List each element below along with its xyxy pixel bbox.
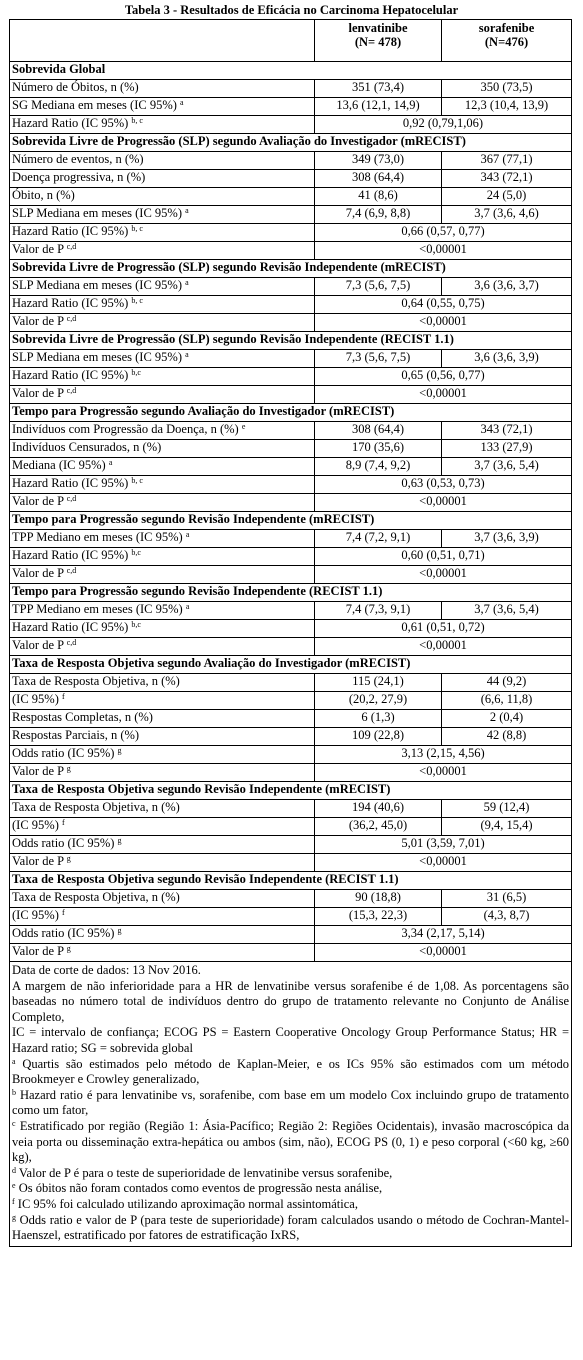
row-label-cell bbox=[10, 278, 315, 296]
lenvatinib-value: 7,4 (7,3, 9,1) bbox=[315, 602, 442, 620]
row-label: Hazard Ratio (IC 95%) bbox=[12, 368, 129, 382]
footnote-marker: a bbox=[185, 278, 189, 287]
footnotes-row bbox=[10, 962, 572, 1247]
lenvatinib-value: 194 (40,6) bbox=[315, 800, 442, 818]
row-label: Hazard Ratio (IC 95%) bbox=[12, 296, 129, 310]
table-row bbox=[10, 692, 572, 710]
table-row bbox=[10, 764, 572, 782]
section-header-row bbox=[10, 512, 572, 530]
table-row bbox=[10, 530, 572, 548]
section-header-row bbox=[10, 134, 572, 152]
row-label: Mediana (IC 95%) bbox=[12, 458, 106, 472]
row-label-cell bbox=[10, 638, 315, 656]
row-label: Taxa de Resposta Objetiva, n (%) bbox=[12, 890, 180, 904]
section-header-row bbox=[10, 404, 572, 422]
table-row bbox=[10, 188, 572, 206]
table-title: Tabela 3 - Resultados de Eficácia no Carcinoma Hepatocelular bbox=[124, 3, 459, 17]
combined-value-cell: 3,13 (2,15, 4,56) bbox=[315, 746, 572, 764]
row-label-cell bbox=[10, 494, 315, 512]
combined-value-cell: <0,00001 bbox=[315, 314, 572, 332]
lenvatinib-value: 6 (1,3) bbox=[315, 710, 442, 728]
section-title: Tempo para Progressão segundo Avaliação do Investigador (mRECIST) bbox=[10, 404, 572, 422]
table-row bbox=[10, 242, 572, 260]
footnote-marker: c,d bbox=[66, 494, 77, 503]
row-label-cell bbox=[10, 242, 315, 260]
row-label-cell bbox=[10, 692, 315, 710]
lenvatinib-value: 308 (64,4) bbox=[315, 422, 442, 440]
lenvatinib-value: (20,2, 27,9) bbox=[315, 692, 442, 710]
footnote-text: Os óbitos não foram contados como eventos de progressão nesta análise, bbox=[18, 1181, 383, 1196]
row-label: Valor de P bbox=[12, 566, 64, 580]
sorafenib-value: 343 (72,1) bbox=[442, 170, 572, 188]
section-title: Sobrevida Global bbox=[10, 62, 572, 80]
row-label: Valor de P bbox=[12, 638, 64, 652]
footnote-marker: b,c bbox=[131, 548, 141, 557]
row-label-cell bbox=[10, 890, 315, 908]
row-label: Odds ratio (IC 95%) bbox=[12, 836, 115, 850]
table-row bbox=[10, 224, 572, 242]
lenvatinib-value: 7,4 (7,2, 9,1) bbox=[315, 530, 442, 548]
table-row bbox=[10, 476, 572, 494]
lenvatinib-value: 7,3 (5,6, 7,5) bbox=[315, 350, 442, 368]
table-row bbox=[10, 80, 572, 98]
footnote-marker: g bbox=[117, 836, 122, 845]
row-label: Respostas Completas, n (%) bbox=[12, 710, 153, 724]
row-label-cell bbox=[10, 296, 315, 314]
footnote-marker: e bbox=[241, 422, 246, 431]
combined-value-cell: <0,00001 bbox=[315, 566, 572, 584]
table-row bbox=[10, 836, 572, 854]
footnote-marker: g bbox=[66, 944, 71, 953]
table-row bbox=[10, 314, 572, 332]
sorafenib-value: 3,7 (3,6, 4,6) bbox=[442, 206, 572, 224]
row-label: TPP Mediano em meses (IC 95%) bbox=[12, 530, 183, 544]
sorafenib-value: (4,3, 8,7) bbox=[442, 908, 572, 926]
table-row bbox=[10, 944, 572, 962]
row-label-cell bbox=[10, 170, 315, 188]
sorafenib-value: 59 (12,4) bbox=[442, 800, 572, 818]
combined-value-cell: <0,00001 bbox=[315, 386, 572, 404]
combined-value-cell: 3,34 (2,17, 5,14) bbox=[315, 926, 572, 944]
row-label: Hazard Ratio (IC 95%) bbox=[12, 116, 129, 130]
section-title: Taxa de Resposta Objetiva segundo Revisão Independente (RECIST 1.1) bbox=[10, 872, 572, 890]
footnote-text: Hazard ratio é para lenvatinibe vs, sorafenibe, com base em um modelo Cox incluindo grupo de tratamento como um fator, bbox=[12, 1087, 570, 1118]
combined-value-cell: <0,00001 bbox=[315, 242, 572, 260]
lenvatinib-value: 13,6 (12,1, 14,9) bbox=[315, 98, 442, 116]
footnote-letter: f bbox=[12, 1196, 15, 1206]
footnote-text: IC 95% foi calculado utilizando aproximação normal assintomática, bbox=[17, 1196, 358, 1211]
row-label: Valor de P bbox=[12, 944, 64, 958]
row-label: Respostas Parciais, n (%) bbox=[12, 728, 140, 742]
table-row bbox=[10, 98, 572, 116]
table-row bbox=[10, 494, 572, 512]
efficacy-table bbox=[9, 19, 572, 1247]
sorafenib-value: 350 (73,5) bbox=[442, 80, 572, 98]
sorafenib-value: 3,7 (3,6, 3,9) bbox=[442, 530, 572, 548]
footnote bbox=[12, 1057, 569, 1088]
footnote-text: Estratificado por região (Região 1: Ásia-Pacífico; Região 2: Regiões Ocidentais), invasão macroscópica da veia porta ou disseminação extra-hepática ou ambos (sim, não), ECOG PS (0, 1) e peso corporal (<60 kg, ≥60 kg), bbox=[12, 1118, 569, 1165]
row-label-cell bbox=[10, 116, 315, 134]
sorafenib-value: 3,6 (3,6, 3,9) bbox=[442, 350, 572, 368]
footnote bbox=[12, 979, 569, 1026]
column-n: (N= 478) bbox=[354, 35, 402, 49]
sorafenib-value: 44 (9,2) bbox=[442, 674, 572, 692]
footnote-marker: b,c bbox=[131, 368, 141, 377]
row-label: (IC 95%) bbox=[12, 818, 59, 832]
row-label-cell bbox=[10, 440, 315, 458]
combined-value-cell: 0,64 (0,55, 0,75) bbox=[315, 296, 572, 314]
combined-value-cell: <0,00001 bbox=[315, 944, 572, 962]
section-header-row bbox=[10, 584, 572, 602]
row-label-cell bbox=[10, 350, 315, 368]
section-title: Sobrevida Livre de Progressão (SLP) segundo Revisão Independente (RECIST 1.1) bbox=[10, 332, 572, 350]
table-row bbox=[10, 152, 572, 170]
sorafenib-value: 42 (8,8) bbox=[442, 728, 572, 746]
column-name: sorafenibe bbox=[478, 21, 535, 35]
row-label: SG Mediana em meses (IC 95%) bbox=[12, 98, 177, 112]
row-label-cell bbox=[10, 152, 315, 170]
lenvatinib-value: 90 (18,8) bbox=[315, 890, 442, 908]
table-row bbox=[10, 566, 572, 584]
footnote-marker: c,d bbox=[66, 638, 77, 647]
footnote bbox=[12, 1088, 569, 1119]
row-label-cell bbox=[10, 620, 315, 638]
table-row bbox=[10, 890, 572, 908]
lenvatinib-value: 41 (8,6) bbox=[315, 188, 442, 206]
column-name: lenvatinibe bbox=[348, 21, 408, 35]
row-label: Taxa de Resposta Objetiva, n (%) bbox=[12, 800, 180, 814]
sorafenib-value: 133 (27,9) bbox=[442, 440, 572, 458]
row-label-cell bbox=[10, 386, 315, 404]
footnote-marker: a bbox=[185, 530, 190, 539]
lenvatinib-value: 109 (22,8) bbox=[315, 728, 442, 746]
footnote bbox=[12, 1119, 569, 1166]
row-label: Hazard Ratio (IC 95%) bbox=[12, 224, 129, 238]
table-row bbox=[10, 728, 572, 746]
row-label-cell bbox=[10, 818, 315, 836]
row-label-cell bbox=[10, 206, 315, 224]
footnote-marker: b, c bbox=[131, 296, 143, 305]
row-label: Hazard Ratio (IC 95%) bbox=[12, 476, 129, 490]
lenvatinib-value: 170 (35,6) bbox=[315, 440, 442, 458]
footnote-text: A margem de não inferioridade para a HR de lenvatinibe versus sorafenibe é de 1,08. As porcentagens são baseadas no número total de indivíduos dentro do grupo de tratamento relevante no Conjunto de Análise Completo, bbox=[12, 978, 569, 1024]
footnote-marker: a bbox=[108, 458, 113, 467]
row-label-cell bbox=[10, 368, 315, 386]
footnote-letter: a bbox=[12, 1056, 16, 1066]
table-row bbox=[10, 368, 572, 386]
table-row bbox=[10, 674, 572, 692]
footnote-text: Odds ratio e valor de P (para teste de superioridade) foram calculados usando o método de Cochran-Mantel-Haenszel, estratificado por fatores de estratificação IxRS, bbox=[12, 1212, 570, 1243]
header-empty-cell bbox=[10, 20, 315, 62]
sorafenib-value: 343 (72,1) bbox=[442, 422, 572, 440]
row-label-cell bbox=[10, 764, 315, 782]
row-label: SLP Mediana em meses (IC 95%) bbox=[12, 350, 182, 364]
row-label-cell bbox=[10, 548, 315, 566]
row-label-cell bbox=[10, 710, 315, 728]
footnote-marker: f bbox=[62, 818, 65, 827]
footnote-marker: g bbox=[117, 926, 122, 935]
row-label-cell bbox=[10, 530, 315, 548]
row-label-cell bbox=[10, 422, 315, 440]
table-row bbox=[10, 602, 572, 620]
row-label-cell bbox=[10, 602, 315, 620]
row-label: SLP Mediana em meses (IC 95%) bbox=[12, 278, 182, 292]
lenvatinib-value: 7,4 (6,9, 8,8) bbox=[315, 206, 442, 224]
combined-value-cell: <0,00001 bbox=[315, 638, 572, 656]
footnote-marker: a bbox=[180, 98, 184, 107]
footnote-marker: f bbox=[62, 908, 65, 917]
lenvatinib-value: 349 (73,0) bbox=[315, 152, 442, 170]
row-label: Odds ratio (IC 95%) bbox=[12, 926, 115, 940]
table-row bbox=[10, 548, 572, 566]
row-label: Valor de P bbox=[12, 314, 64, 328]
footnote-letter: b bbox=[12, 1087, 16, 1097]
row-label: Número de Óbitos, n (%) bbox=[12, 80, 139, 94]
section-header-row bbox=[10, 656, 572, 674]
footnote-text: IC = intervalo de confiança; ECOG PS = Eastern Cooperative Oncology Group Performance Status; HR = Hazard ratio; SG = sobrevida global bbox=[12, 1025, 569, 1055]
row-label-cell bbox=[10, 314, 315, 332]
lenvatinib-value: (15,3, 22,3) bbox=[315, 908, 442, 926]
section-header-row bbox=[10, 260, 572, 278]
footnote-text: Valor de P é para o teste de superioridade de lenvatinibe versus sorafenibe, bbox=[18, 1165, 393, 1180]
section-title: Tempo para Progressão segundo Revisão Independente (RECIST 1.1) bbox=[10, 584, 572, 602]
section-title: Taxa de Resposta Objetiva segundo Avaliação do Investigador (mRECIST) bbox=[10, 656, 572, 674]
row-label-cell bbox=[10, 224, 315, 242]
row-label: Número de eventos, n (%) bbox=[12, 152, 144, 166]
table-row bbox=[10, 386, 572, 404]
section-title: Tempo para Progressão segundo Revisão Independente (mRECIST) bbox=[10, 512, 572, 530]
row-label-cell bbox=[10, 926, 315, 944]
row-label-cell bbox=[10, 674, 315, 692]
sorafenib-value: 3,6 (3,6, 3,7) bbox=[442, 278, 572, 296]
footnote-marker: g bbox=[117, 746, 122, 755]
lenvatinib-value: 115 (24,1) bbox=[315, 674, 442, 692]
footnote-text: Data de corte de dados: 13 Nov 2016. bbox=[12, 963, 201, 977]
footnote-marker: c,d bbox=[66, 566, 77, 575]
row-label-cell bbox=[10, 854, 315, 872]
table-row bbox=[10, 440, 572, 458]
table-row bbox=[10, 710, 572, 728]
row-label-cell bbox=[10, 944, 315, 962]
table-row bbox=[10, 422, 572, 440]
row-label: TPP Mediano em meses (IC 95%) bbox=[12, 602, 183, 616]
column-n: (N=476) bbox=[484, 35, 529, 49]
sorafenib-value: 3,7 (3,6, 5,4) bbox=[442, 602, 572, 620]
footnote-marker: a bbox=[185, 206, 189, 215]
row-label: (IC 95%) bbox=[12, 908, 59, 922]
footnote bbox=[12, 1025, 569, 1056]
row-label-cell bbox=[10, 746, 315, 764]
section-header-row bbox=[10, 872, 572, 890]
combined-value-cell: <0,00001 bbox=[315, 764, 572, 782]
footnote-text: Quartis são estimados pelo método de Kaplan-Meier, e os ICs 95% são estimados com um método Brookmeyer e Crowley generalizado, bbox=[12, 1056, 569, 1087]
section-title: Sobrevida Livre de Progressão (SLP) segundo Revisão Independente (mRECIST) bbox=[10, 260, 572, 278]
row-label-cell bbox=[10, 566, 315, 584]
row-label: Hazard Ratio (IC 95%) bbox=[12, 620, 129, 634]
row-label: Odds ratio (IC 95%) bbox=[12, 746, 115, 760]
row-label: Valor de P bbox=[12, 242, 64, 256]
row-label-cell bbox=[10, 458, 315, 476]
footnote-letter: d bbox=[12, 1165, 16, 1175]
table-row bbox=[10, 800, 572, 818]
table-row bbox=[10, 854, 572, 872]
lenvatinib-value: (36,2, 45,0) bbox=[315, 818, 442, 836]
section-title: Sobrevida Livre de Progressão (SLP) segundo Avaliação do Investigador (mRECIST) bbox=[10, 134, 572, 152]
combined-value-cell: 0,92 (0,79,1,06) bbox=[315, 116, 572, 134]
footnote-marker: a bbox=[185, 602, 190, 611]
row-label: Indivíduos com Progressão da Doença, n (%) bbox=[12, 422, 239, 436]
row-label: Valor de P bbox=[12, 764, 64, 778]
section-header-row bbox=[10, 332, 572, 350]
sorafenib-value: 2 (0,4) bbox=[442, 710, 572, 728]
sorafenib-value: 3,7 (3,6, 5,4) bbox=[442, 458, 572, 476]
lenvatinib-value: 308 (64,4) bbox=[315, 170, 442, 188]
row-label-cell bbox=[10, 800, 315, 818]
footnote bbox=[12, 1181, 569, 1197]
combined-value-cell: 5,01 (3,59, 7,01) bbox=[315, 836, 572, 854]
table-row bbox=[10, 620, 572, 638]
footnote-marker: g bbox=[66, 854, 71, 863]
combined-value-cell: 0,63 (0,53, 0,73) bbox=[315, 476, 572, 494]
lenvatinib-value: 8,9 (7,4, 9,2) bbox=[315, 458, 442, 476]
footnote-marker: b, c bbox=[131, 224, 143, 233]
table-row bbox=[10, 170, 572, 188]
sorafenib-value: 12,3 (10,4, 13,9) bbox=[442, 98, 572, 116]
section-title: Taxa de Resposta Objetiva segundo Revisão Independente (mRECIST) bbox=[10, 782, 572, 800]
table-row bbox=[10, 296, 572, 314]
sorafenib-value: 31 (6,5) bbox=[442, 890, 572, 908]
footnote-marker: b, c bbox=[131, 116, 143, 125]
footnote-marker: c,d bbox=[66, 386, 77, 395]
row-label: Valor de P bbox=[12, 494, 64, 508]
table-row bbox=[10, 638, 572, 656]
lenvatinib-value: 7,3 (5,6, 7,5) bbox=[315, 278, 442, 296]
table-row bbox=[10, 458, 572, 476]
footnote-letter: g bbox=[12, 1212, 16, 1222]
row-label-cell bbox=[10, 476, 315, 494]
sorafenib-value: (6,6, 11,8) bbox=[442, 692, 572, 710]
combined-value-cell: 0,61 (0,51, 0,72) bbox=[315, 620, 572, 638]
row-label-cell bbox=[10, 80, 315, 98]
row-label-cell bbox=[10, 188, 315, 206]
combined-value-cell: 0,66 (0,57, 0,77) bbox=[315, 224, 572, 242]
footnote-marker: c,d bbox=[66, 242, 77, 251]
sorafenib-value: 367 (77,1) bbox=[442, 152, 572, 170]
footnote-marker: b, c bbox=[131, 476, 143, 485]
sorafenib-value: 24 (5,0) bbox=[442, 188, 572, 206]
table-row bbox=[10, 206, 572, 224]
table-row bbox=[10, 926, 572, 944]
footnote-marker: f bbox=[62, 692, 65, 701]
footnote-marker: g bbox=[66, 764, 71, 773]
combined-value-cell: 0,65 (0,56, 0,77) bbox=[315, 368, 572, 386]
row-label: SLP Mediana em meses (IC 95%) bbox=[12, 206, 182, 220]
header-row bbox=[10, 20, 572, 62]
row-label-cell bbox=[10, 98, 315, 116]
table-row bbox=[10, 278, 572, 296]
footnote-marker: b,c bbox=[131, 620, 141, 629]
sorafenib-value: (9,4, 15,4) bbox=[442, 818, 572, 836]
row-label: Indivíduos Censurados, n (%) bbox=[12, 440, 162, 454]
table-row bbox=[10, 116, 572, 134]
footnote-marker: a bbox=[185, 350, 189, 359]
combined-value-cell: 0,60 (0,51, 0,71) bbox=[315, 548, 572, 566]
header-lenvatinib bbox=[315, 20, 442, 62]
section-header-row bbox=[10, 62, 572, 80]
footnote-letter: e bbox=[12, 1181, 16, 1191]
lenvatinib-value: 351 (73,4) bbox=[315, 80, 442, 98]
combined-value-cell: <0,00001 bbox=[315, 494, 572, 512]
footnote bbox=[12, 1197, 569, 1213]
row-label: Valor de P bbox=[12, 386, 64, 400]
row-label: Taxa de Resposta Objetiva, n (%) bbox=[12, 674, 180, 688]
table-row bbox=[10, 746, 572, 764]
header-sorafenib bbox=[442, 20, 572, 62]
row-label: (IC 95%) bbox=[12, 692, 59, 706]
row-label: Hazard Ratio (IC 95%) bbox=[12, 548, 129, 562]
row-label: Doença progressiva, n (%) bbox=[12, 170, 146, 184]
row-label: Valor de P bbox=[12, 854, 64, 868]
footnote bbox=[12, 1166, 569, 1182]
combined-value-cell: <0,00001 bbox=[315, 854, 572, 872]
footnote-marker: c,d bbox=[66, 314, 77, 323]
footnote-letter: c bbox=[12, 1118, 16, 1128]
table-row bbox=[10, 818, 572, 836]
footnote bbox=[12, 963, 569, 979]
row-label-cell bbox=[10, 728, 315, 746]
table-row bbox=[10, 908, 572, 926]
footnotes-cell bbox=[10, 962, 572, 1247]
table-row bbox=[10, 350, 572, 368]
row-label: Óbito, n (%) bbox=[12, 188, 75, 202]
footnote bbox=[12, 1213, 569, 1244]
row-label-cell bbox=[10, 836, 315, 854]
row-label-cell bbox=[10, 908, 315, 926]
section-header-row bbox=[10, 782, 572, 800]
